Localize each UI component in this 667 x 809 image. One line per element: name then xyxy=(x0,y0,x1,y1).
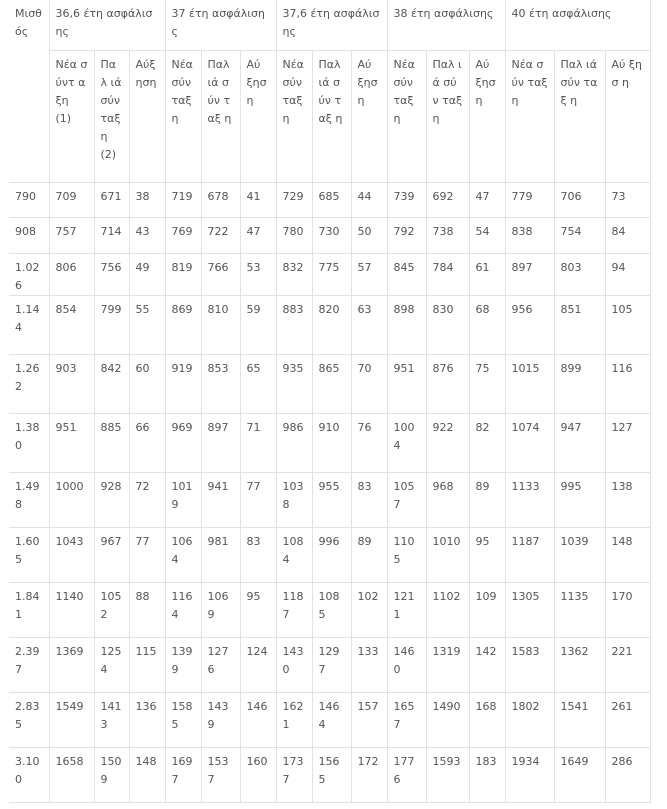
value-cell: 819 xyxy=(165,253,201,295)
value-cell: 910 xyxy=(312,413,351,472)
value-cell: 1413 xyxy=(94,692,129,747)
value-cell: 89 xyxy=(351,527,387,582)
sub-header: Νέα σύν ταξ η xyxy=(387,50,426,182)
value-cell: 261 xyxy=(605,692,650,747)
sub-header: Παλ ιά σύν ταξ η xyxy=(201,50,240,182)
value-cell: 838 xyxy=(505,217,554,253)
value-cell: 928 xyxy=(94,472,129,527)
value-cell: 88 xyxy=(129,582,165,637)
value-cell: 60 xyxy=(129,354,165,413)
value-cell: 792 xyxy=(387,217,426,253)
value-cell: 1187 xyxy=(505,527,554,582)
value-cell: 851 xyxy=(554,295,605,354)
value-cell: 899 xyxy=(554,354,605,413)
value-cell: 1297 xyxy=(312,637,351,692)
value-cell: 105 xyxy=(605,295,650,354)
value-cell: 1464 xyxy=(312,692,351,747)
value-cell: 47 xyxy=(469,182,505,217)
value-cell: 148 xyxy=(129,747,165,802)
value-cell: 84 xyxy=(605,217,650,253)
value-cell: 1509 xyxy=(94,747,129,802)
group-header: 40 έτη ασφάλισης xyxy=(505,0,650,50)
value-cell: 722 xyxy=(201,217,240,253)
value-cell: 70 xyxy=(351,354,387,413)
value-cell: 116 xyxy=(605,354,650,413)
value-cell: 803 xyxy=(554,253,605,295)
value-cell: 55 xyxy=(129,295,165,354)
sub-header: Αύ ξησ η xyxy=(351,50,387,182)
value-cell: 1164 xyxy=(165,582,201,637)
value-cell: 1399 xyxy=(165,637,201,692)
value-cell: 109 xyxy=(469,582,505,637)
sub-header: Αύξ ηση xyxy=(129,50,165,182)
salary-cell: 908 xyxy=(9,217,49,253)
value-cell: 766 xyxy=(201,253,240,295)
salary-cell: 3.100 xyxy=(9,747,49,802)
group-header: 36,6 έτη ασφάλισης xyxy=(49,0,165,50)
value-cell: 1549 xyxy=(49,692,94,747)
salary-cell: 1.026 xyxy=(9,253,49,295)
value-cell: 1319 xyxy=(426,637,469,692)
value-cell: 57 xyxy=(351,253,387,295)
value-cell: 1105 xyxy=(387,527,426,582)
table-row xyxy=(9,295,650,354)
value-cell: 44 xyxy=(351,182,387,217)
sub-header: Νέα σύν ταξ η xyxy=(165,50,201,182)
value-cell: 1621 xyxy=(276,692,312,747)
value-cell: 1084 xyxy=(276,527,312,582)
value-cell: 1102 xyxy=(426,582,469,637)
value-cell: 685 xyxy=(312,182,351,217)
value-cell: 729 xyxy=(276,182,312,217)
value-cell: 1276 xyxy=(201,637,240,692)
value-cell: 1657 xyxy=(387,692,426,747)
table-row xyxy=(9,637,650,692)
value-cell: 59 xyxy=(240,295,276,354)
value-cell: 754 xyxy=(554,217,605,253)
value-cell: 1305 xyxy=(505,582,554,637)
value-cell: 956 xyxy=(505,295,554,354)
value-cell: 138 xyxy=(605,472,650,527)
value-cell: 1934 xyxy=(505,747,554,802)
salary-cell: 790 xyxy=(9,182,49,217)
value-cell: 922 xyxy=(426,413,469,472)
group-header: 37 έτη ασφάλισης xyxy=(165,0,276,50)
value-cell: 136 xyxy=(129,692,165,747)
value-cell: 898 xyxy=(387,295,426,354)
value-cell: 806 xyxy=(49,253,94,295)
value-cell: 1565 xyxy=(312,747,351,802)
value-cell: 810 xyxy=(201,295,240,354)
value-cell: 967 xyxy=(94,527,129,582)
value-cell: 1004 xyxy=(387,413,426,472)
value-cell: 75 xyxy=(469,354,505,413)
sub-header: Παλ ιά σύν ταξ η xyxy=(426,50,469,182)
value-cell: 72 xyxy=(129,472,165,527)
value-cell: 54 xyxy=(469,217,505,253)
value-cell: 1039 xyxy=(554,527,605,582)
value-cell: 897 xyxy=(505,253,554,295)
value-cell: 170 xyxy=(605,582,650,637)
sub-header: Αύ ξησ η xyxy=(605,50,650,182)
value-cell: 830 xyxy=(426,295,469,354)
value-cell: 146 xyxy=(240,692,276,747)
salary-cell: 1.262 xyxy=(9,354,49,413)
value-cell: 995 xyxy=(554,472,605,527)
salary-cell: 1.144 xyxy=(9,295,49,354)
value-cell: 883 xyxy=(276,295,312,354)
value-cell: 1010 xyxy=(426,527,469,582)
value-cell: 739 xyxy=(387,182,426,217)
sub-header: Νέα σύν ταξ η xyxy=(505,50,554,182)
group-header: 37,6 έτη ασφάλισης xyxy=(276,0,387,50)
value-cell: 730 xyxy=(312,217,351,253)
sub-header: Αύ ξησ η xyxy=(469,50,505,182)
value-cell: 854 xyxy=(49,295,94,354)
salary-cell: 2.397 xyxy=(9,637,49,692)
value-cell: 1737 xyxy=(276,747,312,802)
table-row xyxy=(9,253,650,295)
sub-header-row xyxy=(9,50,650,182)
value-cell: 157 xyxy=(351,692,387,747)
value-cell: 286 xyxy=(605,747,650,802)
value-cell: 1541 xyxy=(554,692,605,747)
value-cell: 142 xyxy=(469,637,505,692)
group-header-row xyxy=(9,0,650,50)
value-cell: 77 xyxy=(240,472,276,527)
value-cell: 1000 xyxy=(49,472,94,527)
value-cell: 1135 xyxy=(554,582,605,637)
value-cell: 61 xyxy=(469,253,505,295)
value-cell: 951 xyxy=(387,354,426,413)
value-cell: 885 xyxy=(94,413,129,472)
table-row xyxy=(9,182,650,217)
value-cell: 38 xyxy=(129,182,165,217)
table-row xyxy=(9,527,650,582)
value-cell: 981 xyxy=(201,527,240,582)
value-cell: 124 xyxy=(240,637,276,692)
value-cell: 969 xyxy=(165,413,201,472)
value-cell: 897 xyxy=(201,413,240,472)
value-cell: 780 xyxy=(276,217,312,253)
value-cell: 1015 xyxy=(505,354,554,413)
table-row xyxy=(9,692,650,747)
value-cell: 172 xyxy=(351,747,387,802)
value-cell: 1043 xyxy=(49,527,94,582)
value-cell: 779 xyxy=(505,182,554,217)
value-cell: 996 xyxy=(312,527,351,582)
value-cell: 1369 xyxy=(49,637,94,692)
value-cell: 1140 xyxy=(49,582,94,637)
value-cell: 71 xyxy=(240,413,276,472)
group-header: 38 έτη ασφάλισης xyxy=(387,0,505,50)
table-body xyxy=(9,182,650,802)
value-cell: 941 xyxy=(201,472,240,527)
value-cell: 1254 xyxy=(94,637,129,692)
sub-header: Παλ ιά σύν ταξ η xyxy=(554,50,605,182)
value-cell: 115 xyxy=(129,637,165,692)
value-cell: 1537 xyxy=(201,747,240,802)
value-cell: 133 xyxy=(351,637,387,692)
value-cell: 102 xyxy=(351,582,387,637)
value-cell: 53 xyxy=(240,253,276,295)
sub-header: Παλ ιά σύν ταξ η xyxy=(312,50,351,182)
value-cell: 714 xyxy=(94,217,129,253)
value-cell: 63 xyxy=(351,295,387,354)
value-cell: 842 xyxy=(94,354,129,413)
value-cell: 955 xyxy=(312,472,351,527)
value-cell: 1439 xyxy=(201,692,240,747)
value-cell: 89 xyxy=(469,472,505,527)
value-cell: 706 xyxy=(554,182,605,217)
value-cell: 1133 xyxy=(505,472,554,527)
value-cell: 127 xyxy=(605,413,650,472)
sub-header: Παλ ιά σύν ταξ η (2) xyxy=(94,50,129,182)
value-cell: 65 xyxy=(240,354,276,413)
value-cell: 66 xyxy=(129,413,165,472)
salary-cell: 1.380 xyxy=(9,413,49,472)
sub-header: Αύ ξησ η xyxy=(240,50,276,182)
value-cell: 903 xyxy=(49,354,94,413)
value-cell: 82 xyxy=(469,413,505,472)
value-cell: 73 xyxy=(605,182,650,217)
value-cell: 1057 xyxy=(387,472,426,527)
value-cell: 1052 xyxy=(94,582,129,637)
value-cell: 76 xyxy=(351,413,387,472)
table-row xyxy=(9,413,650,472)
value-cell: 951 xyxy=(49,413,94,472)
value-cell: 919 xyxy=(165,354,201,413)
value-cell: 83 xyxy=(351,472,387,527)
value-cell: 1460 xyxy=(387,637,426,692)
value-cell: 876 xyxy=(426,354,469,413)
value-cell: 719 xyxy=(165,182,201,217)
value-cell: 845 xyxy=(387,253,426,295)
value-cell: 1585 xyxy=(165,692,201,747)
value-cell: 865 xyxy=(312,354,351,413)
value-cell: 692 xyxy=(426,182,469,217)
value-cell: 41 xyxy=(240,182,276,217)
value-cell: 95 xyxy=(240,582,276,637)
value-cell: 853 xyxy=(201,354,240,413)
value-cell: 50 xyxy=(351,217,387,253)
value-cell: 1593 xyxy=(426,747,469,802)
table-row xyxy=(9,354,650,413)
value-cell: 168 xyxy=(469,692,505,747)
value-cell: 1697 xyxy=(165,747,201,802)
value-cell: 1074 xyxy=(505,413,554,472)
sub-header: Νέα σύν ταξ η xyxy=(276,50,312,182)
value-cell: 160 xyxy=(240,747,276,802)
value-cell: 1019 xyxy=(165,472,201,527)
value-cell: 1187 xyxy=(276,582,312,637)
value-cell: 968 xyxy=(426,472,469,527)
value-cell: 1211 xyxy=(387,582,426,637)
value-cell: 709 xyxy=(49,182,94,217)
value-cell: 947 xyxy=(554,413,605,472)
salary-cell: 2.835 xyxy=(9,692,49,747)
value-cell: 757 xyxy=(49,217,94,253)
table-row xyxy=(9,217,650,253)
value-cell: 43 xyxy=(129,217,165,253)
value-cell: 1085 xyxy=(312,582,351,637)
table-row xyxy=(9,582,650,637)
value-cell: 1649 xyxy=(554,747,605,802)
value-cell: 1802 xyxy=(505,692,554,747)
table-row xyxy=(9,747,650,802)
value-cell: 148 xyxy=(605,527,650,582)
value-cell: 1583 xyxy=(505,637,554,692)
value-cell: 986 xyxy=(276,413,312,472)
value-cell: 1069 xyxy=(201,582,240,637)
value-cell: 1658 xyxy=(49,747,94,802)
value-cell: 83 xyxy=(240,527,276,582)
value-cell: 77 xyxy=(129,527,165,582)
value-cell: 1064 xyxy=(165,527,201,582)
salary-header: Μισθός xyxy=(9,0,49,182)
value-cell: 95 xyxy=(469,527,505,582)
value-cell: 1776 xyxy=(387,747,426,802)
value-cell: 832 xyxy=(276,253,312,295)
value-cell: 94 xyxy=(605,253,650,295)
salary-cell: 1.841 xyxy=(9,582,49,637)
value-cell: 769 xyxy=(165,217,201,253)
value-cell: 1362 xyxy=(554,637,605,692)
value-cell: 775 xyxy=(312,253,351,295)
value-cell: 1038 xyxy=(276,472,312,527)
pension-table xyxy=(9,0,651,803)
value-cell: 671 xyxy=(94,182,129,217)
value-cell: 68 xyxy=(469,295,505,354)
salary-cell: 1.605 xyxy=(9,527,49,582)
value-cell: 49 xyxy=(129,253,165,295)
value-cell: 784 xyxy=(426,253,469,295)
value-cell: 221 xyxy=(605,637,650,692)
value-cell: 678 xyxy=(201,182,240,217)
sub-header: Νέα σύντ αξη (1) xyxy=(49,50,94,182)
value-cell: 1490 xyxy=(426,692,469,747)
table-row xyxy=(9,472,650,527)
value-cell: 47 xyxy=(240,217,276,253)
value-cell: 869 xyxy=(165,295,201,354)
value-cell: 183 xyxy=(469,747,505,802)
value-cell: 820 xyxy=(312,295,351,354)
value-cell: 1430 xyxy=(276,637,312,692)
value-cell: 756 xyxy=(94,253,129,295)
value-cell: 935 xyxy=(276,354,312,413)
salary-cell: 1.498 xyxy=(9,472,49,527)
value-cell: 738 xyxy=(426,217,469,253)
value-cell: 799 xyxy=(94,295,129,354)
